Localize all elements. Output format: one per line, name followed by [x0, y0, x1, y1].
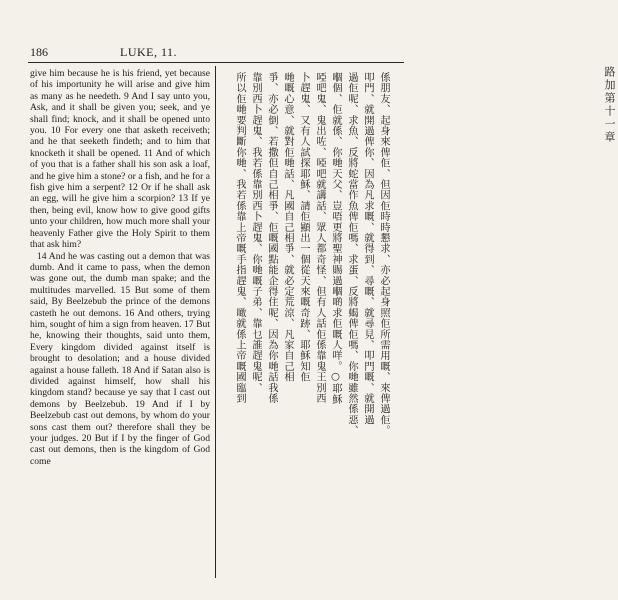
chinese-line: 靠別西卜趕鬼、我若係靠別西卜趕鬼、你哋嘅子弟、靠乜誰趕鬼呢、	[250, 72, 261, 393]
column-divider	[215, 66, 216, 578]
chinese-line: 卜趕鬼、又有人試探耶穌、請佢顯出一個從天來嘅奇跡、耶穌知佢	[298, 72, 309, 383]
header-rule	[28, 62, 404, 63]
english-text-column	[30, 68, 210, 578]
chinese-line: 嗰個、佢就係、你哋天父、豈唔更將聖神賜過嗰啲求佢嘅人咩。○耶穌	[330, 72, 341, 405]
chinese-line: 啞吧鬼、鬼出咗、啞吧就講話、眾人都奇怪、但有人話佢係靠鬼王別西	[314, 72, 325, 404]
chinese-line: 係朋友、起身來俾佢、但因佢時時懇求、亦必起身照佢所需用嘅、來俾過佢。	[378, 72, 389, 436]
english-paragraph: give him because he is his friend, yet because of his importunity he will arise and give him as many as he needeth. 9 And I say unto you, Ask, and it shall be given you; seek, and ye shall find; knock, and it shall be opened unto you. 10 For every one that asketh receiveth; and he that seeketh findeth; and to him that knocketh it shall be opened. 11 And of which of you that is a father shall his son ask a loaf, and he give him a stone? or a fish, and he for a fish give him a serpent? 12 Or if he shall ask an egg, will he give him a scorpion? 13 If ye then, being evil, know how to give good gifts unto your children, how much more shall your heavenly Father give the Holy Spirit to them that ask him?	[30, 68, 210, 251]
chinese-text-column	[225, 66, 616, 578]
chinese-line: 爭、亦必倒、若撒但自己相爭、佢嘅國點能企得住呢、因為你哋話我係	[266, 72, 277, 404]
chinese-line: 過佢呢、求魚、反將蛇當作魚俾佢嗎、求蛋、反將蝎俾佢嗎、你哋雖然係惡、	[346, 72, 357, 436]
page-number: 186	[30, 45, 48, 59]
chinese-line: 哋嘅心意、就對佢哋話、凡國自己相爭、就必定荒涼、凡家自己相	[282, 72, 293, 383]
chinese-running-head: 路加第十一章	[603, 66, 616, 144]
chinese-line: 所以佢哋要判斷你哋、我若係靠上帝嘅手指趕鬼、噉就係上帝嘅國臨到	[234, 72, 245, 404]
running-head: LUKE, 11.	[120, 45, 178, 59]
english-paragraph: 14 And he was casting out a demon that was dumb. And it came to pass, when the demon was gone out, the dumb man spake; and the multitudes marvelled. 15 But some of them said, By Beelzebub the prince of the demons casteth he out demons. 16 And others, trying him, sought of him a sign from heaven. 17 But he, knowing their thoughts, said unto them, Every kingdom divided against itself is brought to desolation; and a house divided against a house falleth. 18 And if Satan also is divided against himself, how shall his kingdom stand? because ye say that I cast out demons by Beelzebub. 19 And if I by Beelzebub cast out demons, by whom do your sons cast them out? therefore shall they be your judges. 20 But if I by the finger of God cast out demons, then is the kingdom of God come	[30, 250, 210, 467]
chinese-line: 叩門、就開過俾你、因為凡求嘅、就得到、尋嘅、就尋見、叩門嘅、就開過	[362, 72, 373, 426]
